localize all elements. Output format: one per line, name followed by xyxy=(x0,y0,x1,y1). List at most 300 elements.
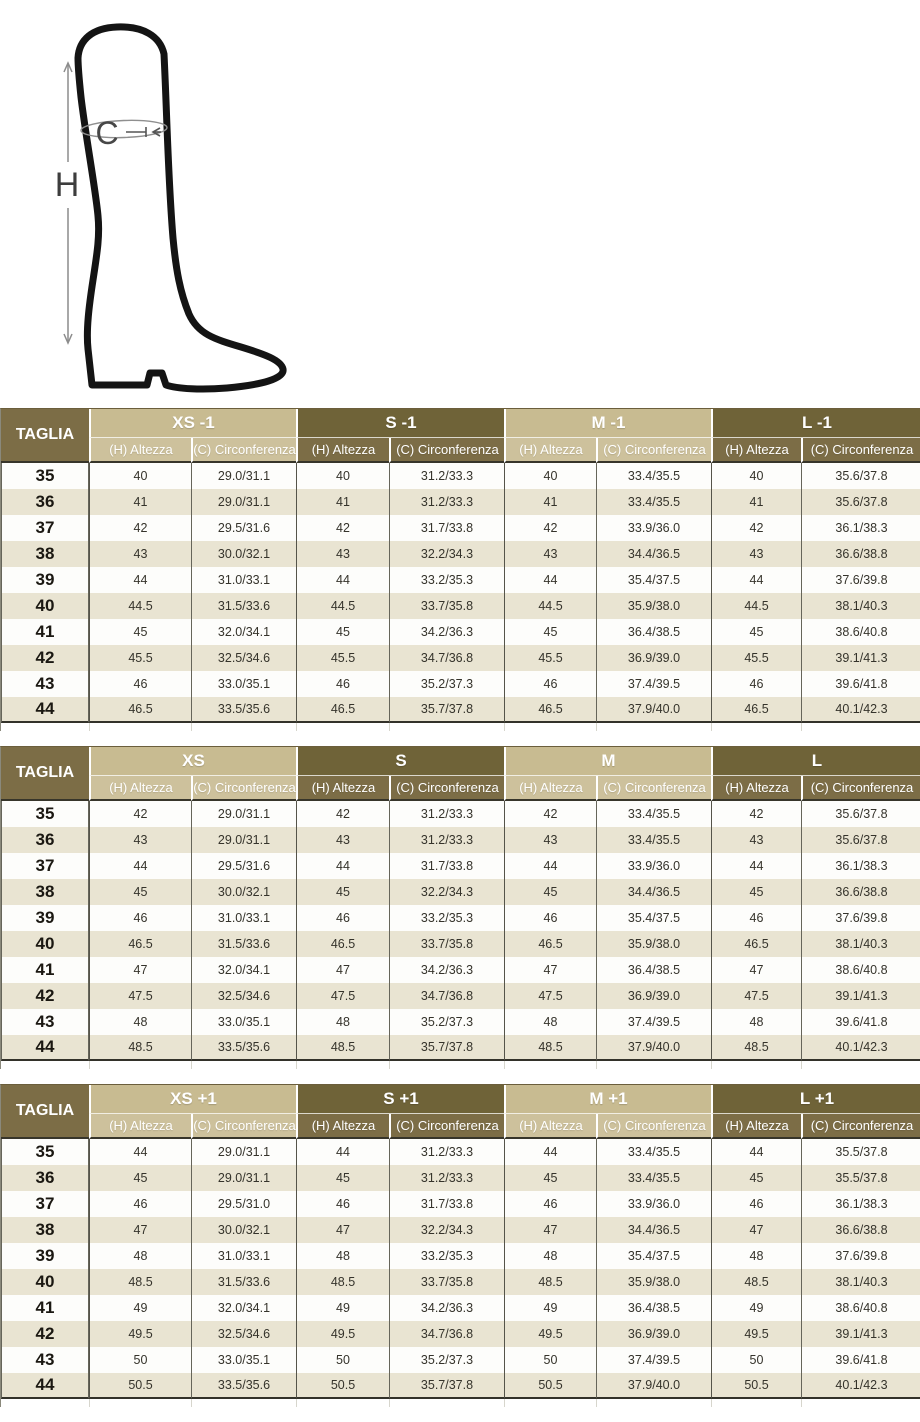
height-value-cell: 50.5 xyxy=(89,1373,191,1399)
circumference-value-cell: 37.9/40.0 xyxy=(596,697,711,723)
height-value-cell: 40 xyxy=(711,463,801,489)
height-value-cell: 44 xyxy=(296,853,389,879)
height-value-cell: 46.5 xyxy=(89,697,191,723)
circumference-value-cell: 33.4/35.5 xyxy=(596,1139,711,1165)
circumference-value-cell: 35.2/37.3 xyxy=(389,1347,504,1373)
table-footer-cell xyxy=(596,723,711,731)
circumference-value-cell: 38.6/40.8 xyxy=(801,957,920,983)
circumference-value-cell: 34.7/36.8 xyxy=(389,983,504,1009)
table-footer-cell xyxy=(191,1061,296,1069)
height-value-cell: 47 xyxy=(89,957,191,983)
circumference-value-cell: 38.1/40.3 xyxy=(801,1269,920,1295)
height-value-cell: 45 xyxy=(504,1165,596,1191)
height-value-cell: 44 xyxy=(504,853,596,879)
circumference-value-cell: 35.4/37.5 xyxy=(596,1243,711,1269)
circumference-value-cell: 34.4/36.5 xyxy=(596,1217,711,1243)
table-footer-cell xyxy=(596,1399,711,1407)
circumference-value-cell: 33.9/36.0 xyxy=(596,1191,711,1217)
height-value-cell: 46 xyxy=(504,905,596,931)
circumference-value-cell: 36.4/38.5 xyxy=(596,957,711,983)
height-value-cell: 46 xyxy=(504,1191,596,1217)
height-value-cell: 50.5 xyxy=(504,1373,596,1399)
height-value-cell: 40 xyxy=(89,463,191,489)
circumference-value-cell: 33.0/35.1 xyxy=(191,671,296,697)
height-value-cell: 40 xyxy=(296,463,389,489)
height-value-cell: 41 xyxy=(504,489,596,515)
circumference-value-cell: 33.2/35.3 xyxy=(389,905,504,931)
table-footer-cell xyxy=(89,1061,191,1069)
circumference-value-cell: 29.5/31.6 xyxy=(191,853,296,879)
circumference-value-cell: 36.6/38.8 xyxy=(801,1217,920,1243)
size-cell: 41 xyxy=(1,957,89,983)
circumference-value-cell: 33.7/35.8 xyxy=(389,593,504,619)
circumference-value-cell: 39.6/41.8 xyxy=(801,1009,920,1035)
height-value-cell: 48.5 xyxy=(711,1035,801,1061)
size-cell: 39 xyxy=(1,905,89,931)
size-cell: 44 xyxy=(1,1373,89,1399)
height-value-cell: 46 xyxy=(296,1191,389,1217)
circumference-ellipse xyxy=(81,119,168,139)
circumference-value-cell: 31.2/33.3 xyxy=(389,827,504,853)
circumference-value-cell: 35.6/37.8 xyxy=(801,463,920,489)
size-group-header: L +1 xyxy=(711,1085,920,1114)
size-group-header: XS xyxy=(89,747,296,776)
height-value-cell: 50 xyxy=(504,1347,596,1373)
circumference-value-cell: 33.5/35.6 xyxy=(191,1373,296,1399)
circumference-value-cell: 39.1/41.3 xyxy=(801,1321,920,1347)
circumference-value-cell: 37.6/39.8 xyxy=(801,567,920,593)
height-value-cell: 45.5 xyxy=(711,645,801,671)
height-column-header: (H) Altezza xyxy=(89,438,191,463)
height-value-cell: 47.5 xyxy=(711,983,801,1009)
height-column-header: (H) Altezza xyxy=(711,776,801,801)
height-column-header: (H) Altezza xyxy=(711,438,801,463)
height-value-cell: 45 xyxy=(504,879,596,905)
height-value-cell: 42 xyxy=(504,801,596,827)
height-value-cell: 49 xyxy=(296,1295,389,1321)
height-value-cell: 45.5 xyxy=(296,645,389,671)
circumference-value-cell: 30.0/32.1 xyxy=(191,1217,296,1243)
circumference-value-cell: 33.5/35.6 xyxy=(191,1035,296,1061)
height-value-cell: 44.5 xyxy=(711,593,801,619)
height-value-cell: 46.5 xyxy=(711,697,801,723)
height-value-cell: 48.5 xyxy=(89,1035,191,1061)
size-cell: 42 xyxy=(1,983,89,1009)
circumference-value-cell: 35.2/37.3 xyxy=(389,671,504,697)
size-cell: 44 xyxy=(1,1035,89,1061)
height-value-cell: 46.5 xyxy=(711,931,801,957)
size-group-header: L xyxy=(711,747,920,776)
circumference-value-cell: 38.1/40.3 xyxy=(801,593,920,619)
circumference-value-cell: 40.1/42.3 xyxy=(801,1035,920,1061)
circumference-value-cell: 36.1/38.3 xyxy=(801,1191,920,1217)
circumference-value-cell: 31.2/33.3 xyxy=(389,489,504,515)
size-cell: 35 xyxy=(1,801,89,827)
height-value-cell: 44 xyxy=(711,853,801,879)
circumference-value-cell: 33.9/36.0 xyxy=(596,853,711,879)
height-value-cell: 43 xyxy=(711,541,801,567)
height-value-cell: 43 xyxy=(504,827,596,853)
boot-outline xyxy=(78,27,283,389)
circumference-value-cell: 29.0/31.1 xyxy=(191,1139,296,1165)
table-footer-cell xyxy=(504,723,596,731)
height-value-cell: 44.5 xyxy=(89,593,191,619)
height-value-cell: 47 xyxy=(711,957,801,983)
height-value-cell: 44.5 xyxy=(504,593,596,619)
circumference-value-cell: 31.2/33.3 xyxy=(389,1165,504,1191)
height-value-cell: 44 xyxy=(89,853,191,879)
circumference-value-cell: 33.0/35.1 xyxy=(191,1347,296,1373)
circumference-value-cell: 31.7/33.8 xyxy=(389,1191,504,1217)
height-value-cell: 44 xyxy=(89,567,191,593)
circumference-value-cell: 32.2/34.3 xyxy=(389,879,504,905)
circumference-value-cell: 37.4/39.5 xyxy=(596,1347,711,1373)
table-footer-cell xyxy=(389,1061,504,1069)
height-value-cell: 43 xyxy=(296,541,389,567)
size-cell: 38 xyxy=(1,1217,89,1243)
height-value-cell: 50.5 xyxy=(711,1373,801,1399)
height-value-cell: 42 xyxy=(504,515,596,541)
circumference-value-cell: 35.4/37.5 xyxy=(596,905,711,931)
circumference-value-cell: 35.5/37.8 xyxy=(801,1139,920,1165)
height-value-cell: 41 xyxy=(711,489,801,515)
circumference-value-cell: 31.5/33.6 xyxy=(191,1269,296,1295)
table-footer-cell xyxy=(596,1061,711,1069)
boot-outline-illustration xyxy=(0,0,330,410)
circumference-value-cell: 38.6/40.8 xyxy=(801,619,920,645)
circumference-value-cell: 33.2/35.3 xyxy=(389,567,504,593)
circumference-value-cell: 35.6/37.8 xyxy=(801,801,920,827)
height-column-header: (H) Altezza xyxy=(296,1114,389,1139)
height-value-cell: 47 xyxy=(711,1217,801,1243)
circumference-value-cell: 36.9/39.0 xyxy=(596,1321,711,1347)
circumference-value-cell: 37.9/40.0 xyxy=(596,1373,711,1399)
size-cell: 36 xyxy=(1,489,89,515)
size-cell: 38 xyxy=(1,879,89,905)
table-footer-cell xyxy=(1,723,89,731)
height-value-cell: 43 xyxy=(504,541,596,567)
height-value-cell: 49.5 xyxy=(711,1321,801,1347)
height-value-cell: 46 xyxy=(711,671,801,697)
circumference-value-cell: 33.4/35.5 xyxy=(596,827,711,853)
height-value-cell: 48.5 xyxy=(296,1035,389,1061)
height-column-header: (H) Altezza xyxy=(296,438,389,463)
height-column-header: (H) Altezza xyxy=(504,438,596,463)
size-cell: 44 xyxy=(1,697,89,723)
size-cell: 43 xyxy=(1,1009,89,1035)
circumference-value-cell: 29.0/31.1 xyxy=(191,1165,296,1191)
height-column-header: (H) Altezza xyxy=(89,776,191,801)
height-value-cell: 46 xyxy=(711,1191,801,1217)
circumference-value-cell: 39.1/41.3 xyxy=(801,983,920,1009)
height-value-cell: 47 xyxy=(89,1217,191,1243)
circumference-value-cell: 34.2/36.3 xyxy=(389,957,504,983)
height-value-cell: 45.5 xyxy=(89,645,191,671)
circumference-value-cell: 35.7/37.8 xyxy=(389,697,504,723)
height-value-cell: 48 xyxy=(296,1009,389,1035)
table-footer-cell xyxy=(296,723,389,731)
circumference-column-header: (C) Circonferenza xyxy=(596,1114,711,1139)
height-value-cell: 46 xyxy=(296,671,389,697)
circumference-value-cell: 30.0/32.1 xyxy=(191,879,296,905)
size-group-header: S xyxy=(296,747,504,776)
circumference-column-header: (C) Circonferenza xyxy=(801,438,920,463)
circumference-value-cell: 35.6/37.8 xyxy=(801,489,920,515)
height-value-cell: 48.5 xyxy=(89,1269,191,1295)
height-value-cell: 47 xyxy=(504,1217,596,1243)
height-column-header: (H) Altezza xyxy=(504,776,596,801)
circumference-value-cell: 36.9/39.0 xyxy=(596,983,711,1009)
size-cell: 43 xyxy=(1,671,89,697)
circumference-value-cell: 39.6/41.8 xyxy=(801,671,920,697)
table-footer-cell xyxy=(711,1061,801,1069)
circumference-value-cell: 30.0/32.1 xyxy=(191,541,296,567)
height-value-cell: 46 xyxy=(89,1191,191,1217)
circumference-column-header: (C) Circonferenza xyxy=(389,776,504,801)
taglia-header: TAGLIA xyxy=(1,409,89,463)
circumference-value-cell: 33.0/35.1 xyxy=(191,1009,296,1035)
circumference-value-cell: 33.4/35.5 xyxy=(596,489,711,515)
circumference-value-cell: 35.4/37.5 xyxy=(596,567,711,593)
size-cell: 35 xyxy=(1,1139,89,1165)
height-label: H xyxy=(54,166,80,204)
circumference-value-cell: 32.5/34.6 xyxy=(191,1321,296,1347)
size-group-header: M -1 xyxy=(504,409,711,438)
height-value-cell: 48 xyxy=(711,1009,801,1035)
height-value-cell: 42 xyxy=(89,515,191,541)
boot-diagram xyxy=(0,0,330,410)
height-value-cell: 49.5 xyxy=(89,1321,191,1347)
size-cell: 42 xyxy=(1,645,89,671)
table-footer-cell xyxy=(801,1399,920,1407)
table-footer-cell xyxy=(89,1399,191,1407)
height-value-cell: 45 xyxy=(711,879,801,905)
height-value-cell: 43 xyxy=(711,827,801,853)
size-group-header: M +1 xyxy=(504,1085,711,1114)
circumference-value-cell: 38.1/40.3 xyxy=(801,931,920,957)
table-footer-cell xyxy=(801,1061,920,1069)
table-footer-cell xyxy=(191,723,296,731)
circumference-value-cell: 40.1/42.3 xyxy=(801,697,920,723)
height-value-cell: 46.5 xyxy=(296,931,389,957)
size-cell: 36 xyxy=(1,827,89,853)
height-column-header: (H) Altezza xyxy=(711,1114,801,1139)
size-cell: 36 xyxy=(1,1165,89,1191)
circumference-value-cell: 32.0/34.1 xyxy=(191,619,296,645)
circumference-value-cell: 31.7/33.8 xyxy=(389,515,504,541)
circumference-value-cell: 29.0/31.1 xyxy=(191,827,296,853)
circumference-value-cell: 40.1/42.3 xyxy=(801,1373,920,1399)
circumference-value-cell: 31.0/33.1 xyxy=(191,567,296,593)
size-cell: 41 xyxy=(1,1295,89,1321)
height-value-cell: 46.5 xyxy=(504,697,596,723)
circumference-value-cell: 35.6/37.8 xyxy=(801,827,920,853)
table-footer-cell xyxy=(296,1399,389,1407)
circumference-value-cell: 39.6/41.8 xyxy=(801,1347,920,1373)
height-value-cell: 48 xyxy=(296,1243,389,1269)
size-cell: 42 xyxy=(1,1321,89,1347)
height-column-header: (H) Altezza xyxy=(296,776,389,801)
height-value-cell: 47.5 xyxy=(296,983,389,1009)
height-value-cell: 44.5 xyxy=(296,593,389,619)
height-value-cell: 49.5 xyxy=(504,1321,596,1347)
circumference-value-cell: 36.1/38.3 xyxy=(801,515,920,541)
circumference-value-cell: 33.4/35.5 xyxy=(596,801,711,827)
height-value-cell: 44 xyxy=(711,1139,801,1165)
height-value-cell: 43 xyxy=(89,541,191,567)
height-value-cell: 44 xyxy=(711,567,801,593)
height-value-cell: 44 xyxy=(504,567,596,593)
circumference-value-cell: 34.2/36.3 xyxy=(389,619,504,645)
height-value-cell: 44 xyxy=(504,1139,596,1165)
circumference-value-cell: 32.5/34.6 xyxy=(191,645,296,671)
circumference-value-cell: 33.7/35.8 xyxy=(389,1269,504,1295)
size-cell: 40 xyxy=(1,593,89,619)
height-value-cell: 45 xyxy=(89,879,191,905)
circumference-value-cell: 36.9/39.0 xyxy=(596,645,711,671)
circumference-value-cell: 34.2/36.3 xyxy=(389,1295,504,1321)
circumference-value-cell: 35.9/38.0 xyxy=(596,593,711,619)
height-value-cell: 45 xyxy=(296,879,389,905)
circumference-label: C xyxy=(95,115,119,151)
table-footer-cell xyxy=(801,723,920,731)
height-value-cell: 46 xyxy=(296,905,389,931)
circumference-value-cell: 31.2/33.3 xyxy=(389,801,504,827)
height-value-cell: 45 xyxy=(89,619,191,645)
size-cell: 37 xyxy=(1,853,89,879)
height-value-cell: 42 xyxy=(296,515,389,541)
height-value-cell: 50 xyxy=(711,1347,801,1373)
height-value-cell: 49 xyxy=(89,1295,191,1321)
table-footer-cell xyxy=(1,1399,89,1407)
height-value-cell: 47 xyxy=(504,957,596,983)
size-cell: 37 xyxy=(1,1191,89,1217)
circumference-value-cell: 31.2/33.3 xyxy=(389,1139,504,1165)
height-value-cell: 48.5 xyxy=(711,1269,801,1295)
circumference-value-cell: 35.9/38.0 xyxy=(596,931,711,957)
height-value-cell: 45 xyxy=(296,1165,389,1191)
circumference-value-cell: 34.4/36.5 xyxy=(596,541,711,567)
height-value-cell: 48 xyxy=(89,1243,191,1269)
table-footer-cell xyxy=(296,1061,389,1069)
circumference-value-cell: 37.6/39.8 xyxy=(801,905,920,931)
height-value-cell: 46.5 xyxy=(89,931,191,957)
height-value-cell: 45 xyxy=(296,619,389,645)
circumference-value-cell: 29.0/31.1 xyxy=(191,801,296,827)
height-value-cell: 46.5 xyxy=(296,697,389,723)
circumference-column-header: (C) Circonferenza xyxy=(801,1114,920,1139)
circumference-value-cell: 32.2/34.3 xyxy=(389,541,504,567)
circumference-value-cell: 33.2/35.3 xyxy=(389,1243,504,1269)
table-footer-cell xyxy=(1,1061,89,1069)
circumference-value-cell: 35.9/38.0 xyxy=(596,1269,711,1295)
circumference-value-cell: 37.4/39.5 xyxy=(596,671,711,697)
size-group-header: S -1 xyxy=(296,409,504,438)
height-value-cell: 50 xyxy=(296,1347,389,1373)
table-footer-cell xyxy=(389,723,504,731)
height-column-header: (H) Altezza xyxy=(89,1114,191,1139)
taglia-header: TAGLIA xyxy=(1,1085,89,1139)
height-value-cell: 41 xyxy=(296,489,389,515)
size-cell: 37 xyxy=(1,515,89,541)
circumference-value-cell: 36.4/38.5 xyxy=(596,619,711,645)
table-footer-cell xyxy=(389,1399,504,1407)
size-tables xyxy=(0,408,920,1422)
height-value-cell: 48 xyxy=(711,1243,801,1269)
circumference-value-cell: 37.6/39.8 xyxy=(801,1243,920,1269)
size-group-header: M xyxy=(504,747,711,776)
circumference-value-cell: 36.6/38.8 xyxy=(801,879,920,905)
circumference-value-cell: 31.5/33.6 xyxy=(191,931,296,957)
taglia-header: TAGLIA xyxy=(1,747,89,801)
height-value-cell: 42 xyxy=(296,801,389,827)
height-value-cell: 50.5 xyxy=(296,1373,389,1399)
height-value-cell: 42 xyxy=(711,801,801,827)
circumference-value-cell: 33.9/36.0 xyxy=(596,515,711,541)
circumference-value-cell: 38.6/40.8 xyxy=(801,1295,920,1321)
circumference-value-cell: 29.0/31.1 xyxy=(191,489,296,515)
height-value-cell: 48 xyxy=(504,1009,596,1035)
circumference-value-cell: 35.7/37.8 xyxy=(389,1373,504,1399)
size-cell: 38 xyxy=(1,541,89,567)
size-cell: 40 xyxy=(1,931,89,957)
height-value-cell: 46 xyxy=(89,671,191,697)
height-value-cell: 42 xyxy=(89,801,191,827)
circumference-value-cell: 36.6/38.8 xyxy=(801,541,920,567)
size-group-header: XS -1 xyxy=(89,409,296,438)
circumference-value-cell: 35.7/37.8 xyxy=(389,1035,504,1061)
height-value-cell: 43 xyxy=(296,827,389,853)
circumference-value-cell: 37.4/39.5 xyxy=(596,1009,711,1035)
circumference-value-cell: 29.5/31.6 xyxy=(191,515,296,541)
height-value-cell: 48.5 xyxy=(504,1035,596,1061)
circumference-value-cell: 34.7/36.8 xyxy=(389,645,504,671)
size-group-header: XS +1 xyxy=(89,1085,296,1114)
circumference-column-header: (C) Circonferenza xyxy=(191,438,296,463)
circumference-value-cell: 37.9/40.0 xyxy=(596,1035,711,1061)
circumference-value-cell: 34.7/36.8 xyxy=(389,1321,504,1347)
table-footer-cell xyxy=(711,1399,801,1407)
size-cell: 41 xyxy=(1,619,89,645)
height-value-cell: 46.5 xyxy=(504,931,596,957)
table-footer-cell xyxy=(89,723,191,731)
table-footer-cell xyxy=(504,1399,596,1407)
size-table-plus-1 xyxy=(0,1084,920,1407)
circumference-column-header: (C) Circonferenza xyxy=(389,1114,504,1139)
size-group-header: S +1 xyxy=(296,1085,504,1114)
size-table-standard xyxy=(0,746,920,1069)
height-value-cell: 40 xyxy=(504,463,596,489)
circumference-value-cell: 29.5/31.0 xyxy=(191,1191,296,1217)
height-value-cell: 47 xyxy=(296,957,389,983)
height-value-cell: 44 xyxy=(89,1139,191,1165)
circumference-value-cell: 29.0/31.1 xyxy=(191,463,296,489)
circumference-value-cell: 36.4/38.5 xyxy=(596,1295,711,1321)
circumference-column-header: (C) Circonferenza xyxy=(596,776,711,801)
height-value-cell: 45.5 xyxy=(504,645,596,671)
height-value-cell: 44 xyxy=(296,1139,389,1165)
circumference-value-cell: 33.4/35.5 xyxy=(596,1165,711,1191)
size-cell: 40 xyxy=(1,1269,89,1295)
circumference-value-cell: 31.5/33.6 xyxy=(191,593,296,619)
height-value-cell: 47.5 xyxy=(504,983,596,1009)
circumference-value-cell: 32.5/34.6 xyxy=(191,983,296,1009)
circumference-value-cell: 33.5/35.6 xyxy=(191,697,296,723)
table-footer-cell xyxy=(711,723,801,731)
height-value-cell: 47.5 xyxy=(89,983,191,1009)
size-cell: 35 xyxy=(1,463,89,489)
height-column-header: (H) Altezza xyxy=(504,1114,596,1139)
